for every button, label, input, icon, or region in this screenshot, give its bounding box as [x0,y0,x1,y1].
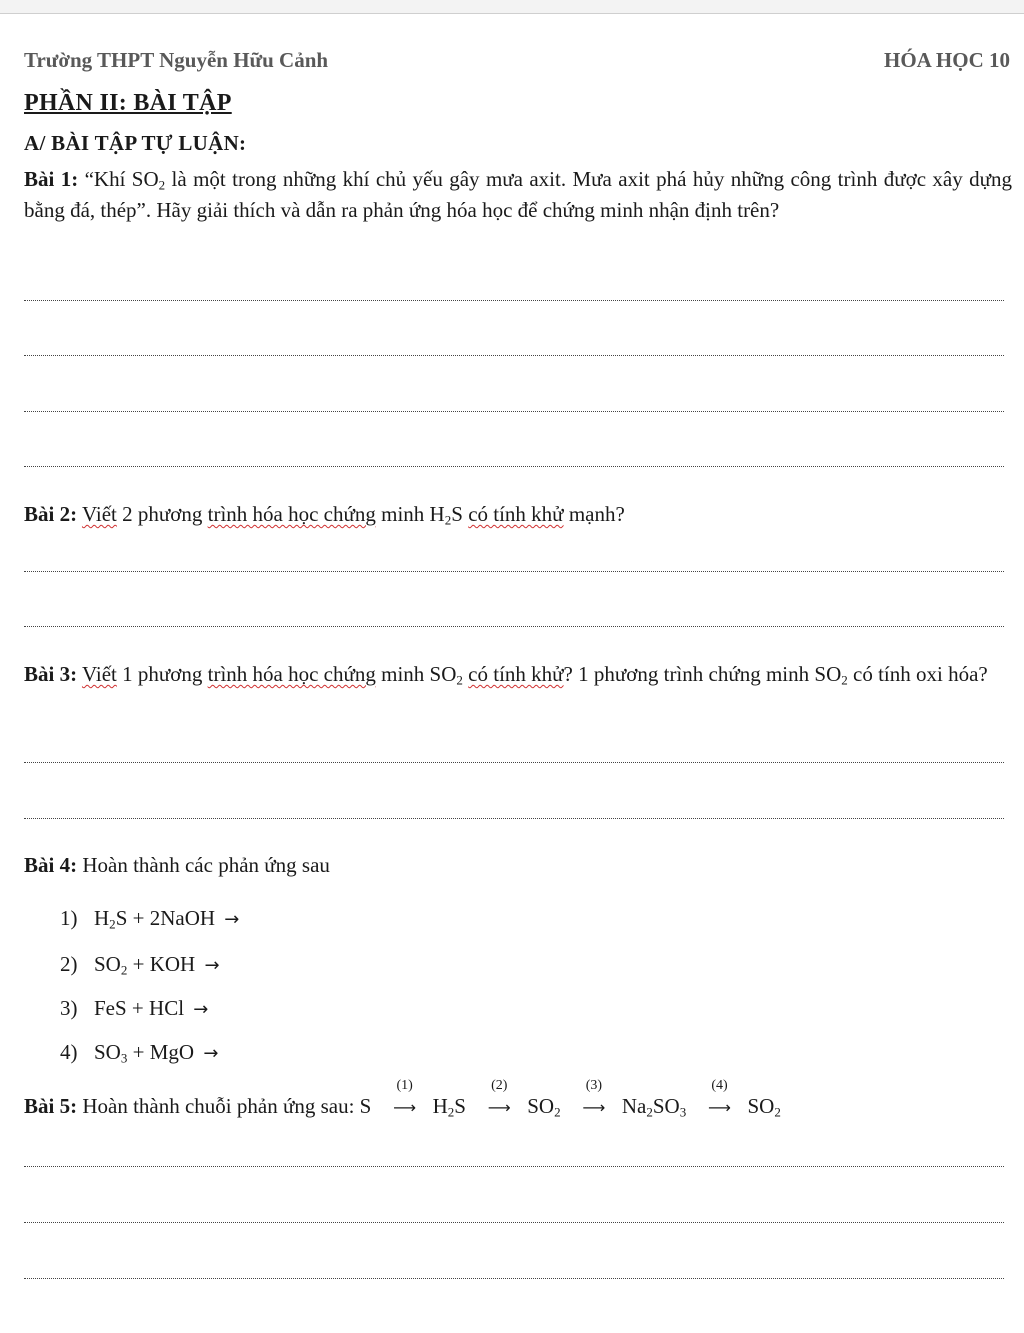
exercise-1-text-b: là một trong những khí chủ yếu gây mưa axit. Mưa axit phá hủy những công trình được xây dựng bằng đá, thép”. Hãy giải thích và dẫn ra phản ứng hóa học để chứng minh nhận định trên? [24,167,1012,222]
exercise-5 [24,1078,781,1134]
exercise-2-word: trình hóa học chứng [207,502,376,526]
exercise-1-text-a: “Khí SO [78,167,159,191]
exercise-3-text: 1 phương [116,662,208,686]
answer-line [24,762,1004,763]
document-page [0,14,1024,1333]
exercise-2-sub: 2 [444,512,452,528]
reaction-text: + KOH [127,952,196,976]
exercise-2-text: minh H [375,502,445,526]
exercise-2-text: mạnh? [563,502,625,526]
exercise-3-text: có tính oxi hóa? [847,662,988,686]
exercise-3-text: ? 1 phương trình chứng minh SO [563,662,842,686]
long-arrow-icon: ⟶ [708,1098,731,1117]
section-title: PHẦN II: BÀI TẬP [24,90,232,116]
viewer-top-bar [0,0,1024,14]
answer-line [24,1166,1004,1167]
exercise-1-sub: 2 [158,177,166,193]
subsection-title: A/ BÀI TẬP TỰ LUẬN: [24,131,247,155]
chain-compound: H [432,1094,448,1118]
reaction-text: SO [94,1040,121,1064]
chain-compound: SO [527,1094,555,1118]
reaction-sub: 3 [120,1050,128,1066]
long-arrow-icon: ⟶ [582,1098,606,1117]
reaction-text: S + 2NaOH [115,906,216,930]
chain-sub: 2 [646,1104,653,1120]
answer-line [24,355,1004,356]
answer-line [24,466,1004,467]
exercise-5-text: Hoàn thành chuỗi phản ứng sau: [77,1094,360,1118]
exercise-3-sub: 2 [841,672,848,688]
exercise-3 [24,659,1012,690]
chain-arrow-2 [471,1078,527,1119]
long-arrow-icon: ⟶ [487,1098,511,1117]
chain-arrow-1 [377,1078,433,1119]
reaction-text: + MgO [127,1040,195,1064]
chain-sub: 2 [554,1104,561,1120]
chain-arrow-3 [566,1078,622,1119]
exercise-3-word: trình hóa học chứng [207,662,376,686]
exercise-2 [24,499,1012,530]
reaction-item [60,906,239,931]
answer-line [24,1222,1004,1223]
answer-line [24,300,1004,301]
exercise-1 [24,164,1012,225]
chain-sub: 2 [774,1104,781,1120]
reaction-text: SO [94,952,121,976]
reaction-sub: 2 [120,962,128,978]
chain-arrow-4 [692,1078,748,1119]
school-name: Trường THPT Nguyễn Hữu Cảnh [24,48,329,72]
arrow-icon: → [203,1043,219,1064]
exercise-2-text: 2 phương [116,502,208,526]
chain-compound: S [454,1094,466,1118]
reaction-text: H [94,906,110,930]
exercise-4-text: Hoàn thành các phản ứng sau [77,853,330,877]
exercise-2-text: S [451,502,469,526]
chain-sub: 3 [679,1104,687,1120]
exercise-3-label: Bài 3: [24,662,78,686]
arrow-icon: → [224,909,240,930]
chain-sub: 2 [447,1104,455,1120]
exercise-2-label: Bài 2: [24,502,78,526]
chain-arrow-label: (3) [585,1078,603,1093]
chain-arrow-label: (1) [396,1078,413,1093]
chain-arrow-label: (4) [711,1078,728,1093]
chain-compound: Na [621,1094,647,1118]
answer-line [24,411,1004,412]
arrow-icon: → [193,999,209,1020]
reaction-item [60,952,220,977]
answer-line [24,1278,1004,1279]
answer-line [24,571,1004,572]
reaction-item [60,996,208,1021]
exercise-3-word: có tính khử [468,662,564,686]
chain-start: S [359,1094,372,1118]
exercise-5-label: Bài 5: [24,1094,78,1118]
exercise-3-word: Viết [81,662,117,686]
exercise-4 [24,850,1012,881]
exercise-2-word: Viết [81,502,117,526]
exercise-4-label: Bài 4: [24,853,78,877]
long-arrow-icon: ⟶ [393,1098,417,1117]
subject-name: HÓA HỌC 10 [883,48,1010,72]
reaction-item [60,1040,218,1065]
chain-arrow-label: (2) [491,1078,508,1093]
reaction-number: 2) [60,952,78,976]
exercise-1-label: Bài 1: [24,167,79,191]
exercise-2-word: có tính khử [468,502,564,526]
reaction-number: 4) [60,1040,78,1064]
exercise-3-sub: 2 [456,672,463,688]
arrow-icon: → [204,955,220,976]
chain-compound: SO [652,1094,680,1118]
chain-compound: SO [747,1094,775,1118]
reaction-sub: 2 [109,916,116,932]
reaction-number: 3) [60,996,78,1020]
reaction-text: FeS + HCl [94,996,185,1020]
answer-line [24,818,1004,819]
answer-line [24,626,1004,627]
exercise-3-text: minh SO [375,662,457,686]
reaction-number: 1) [60,906,78,930]
